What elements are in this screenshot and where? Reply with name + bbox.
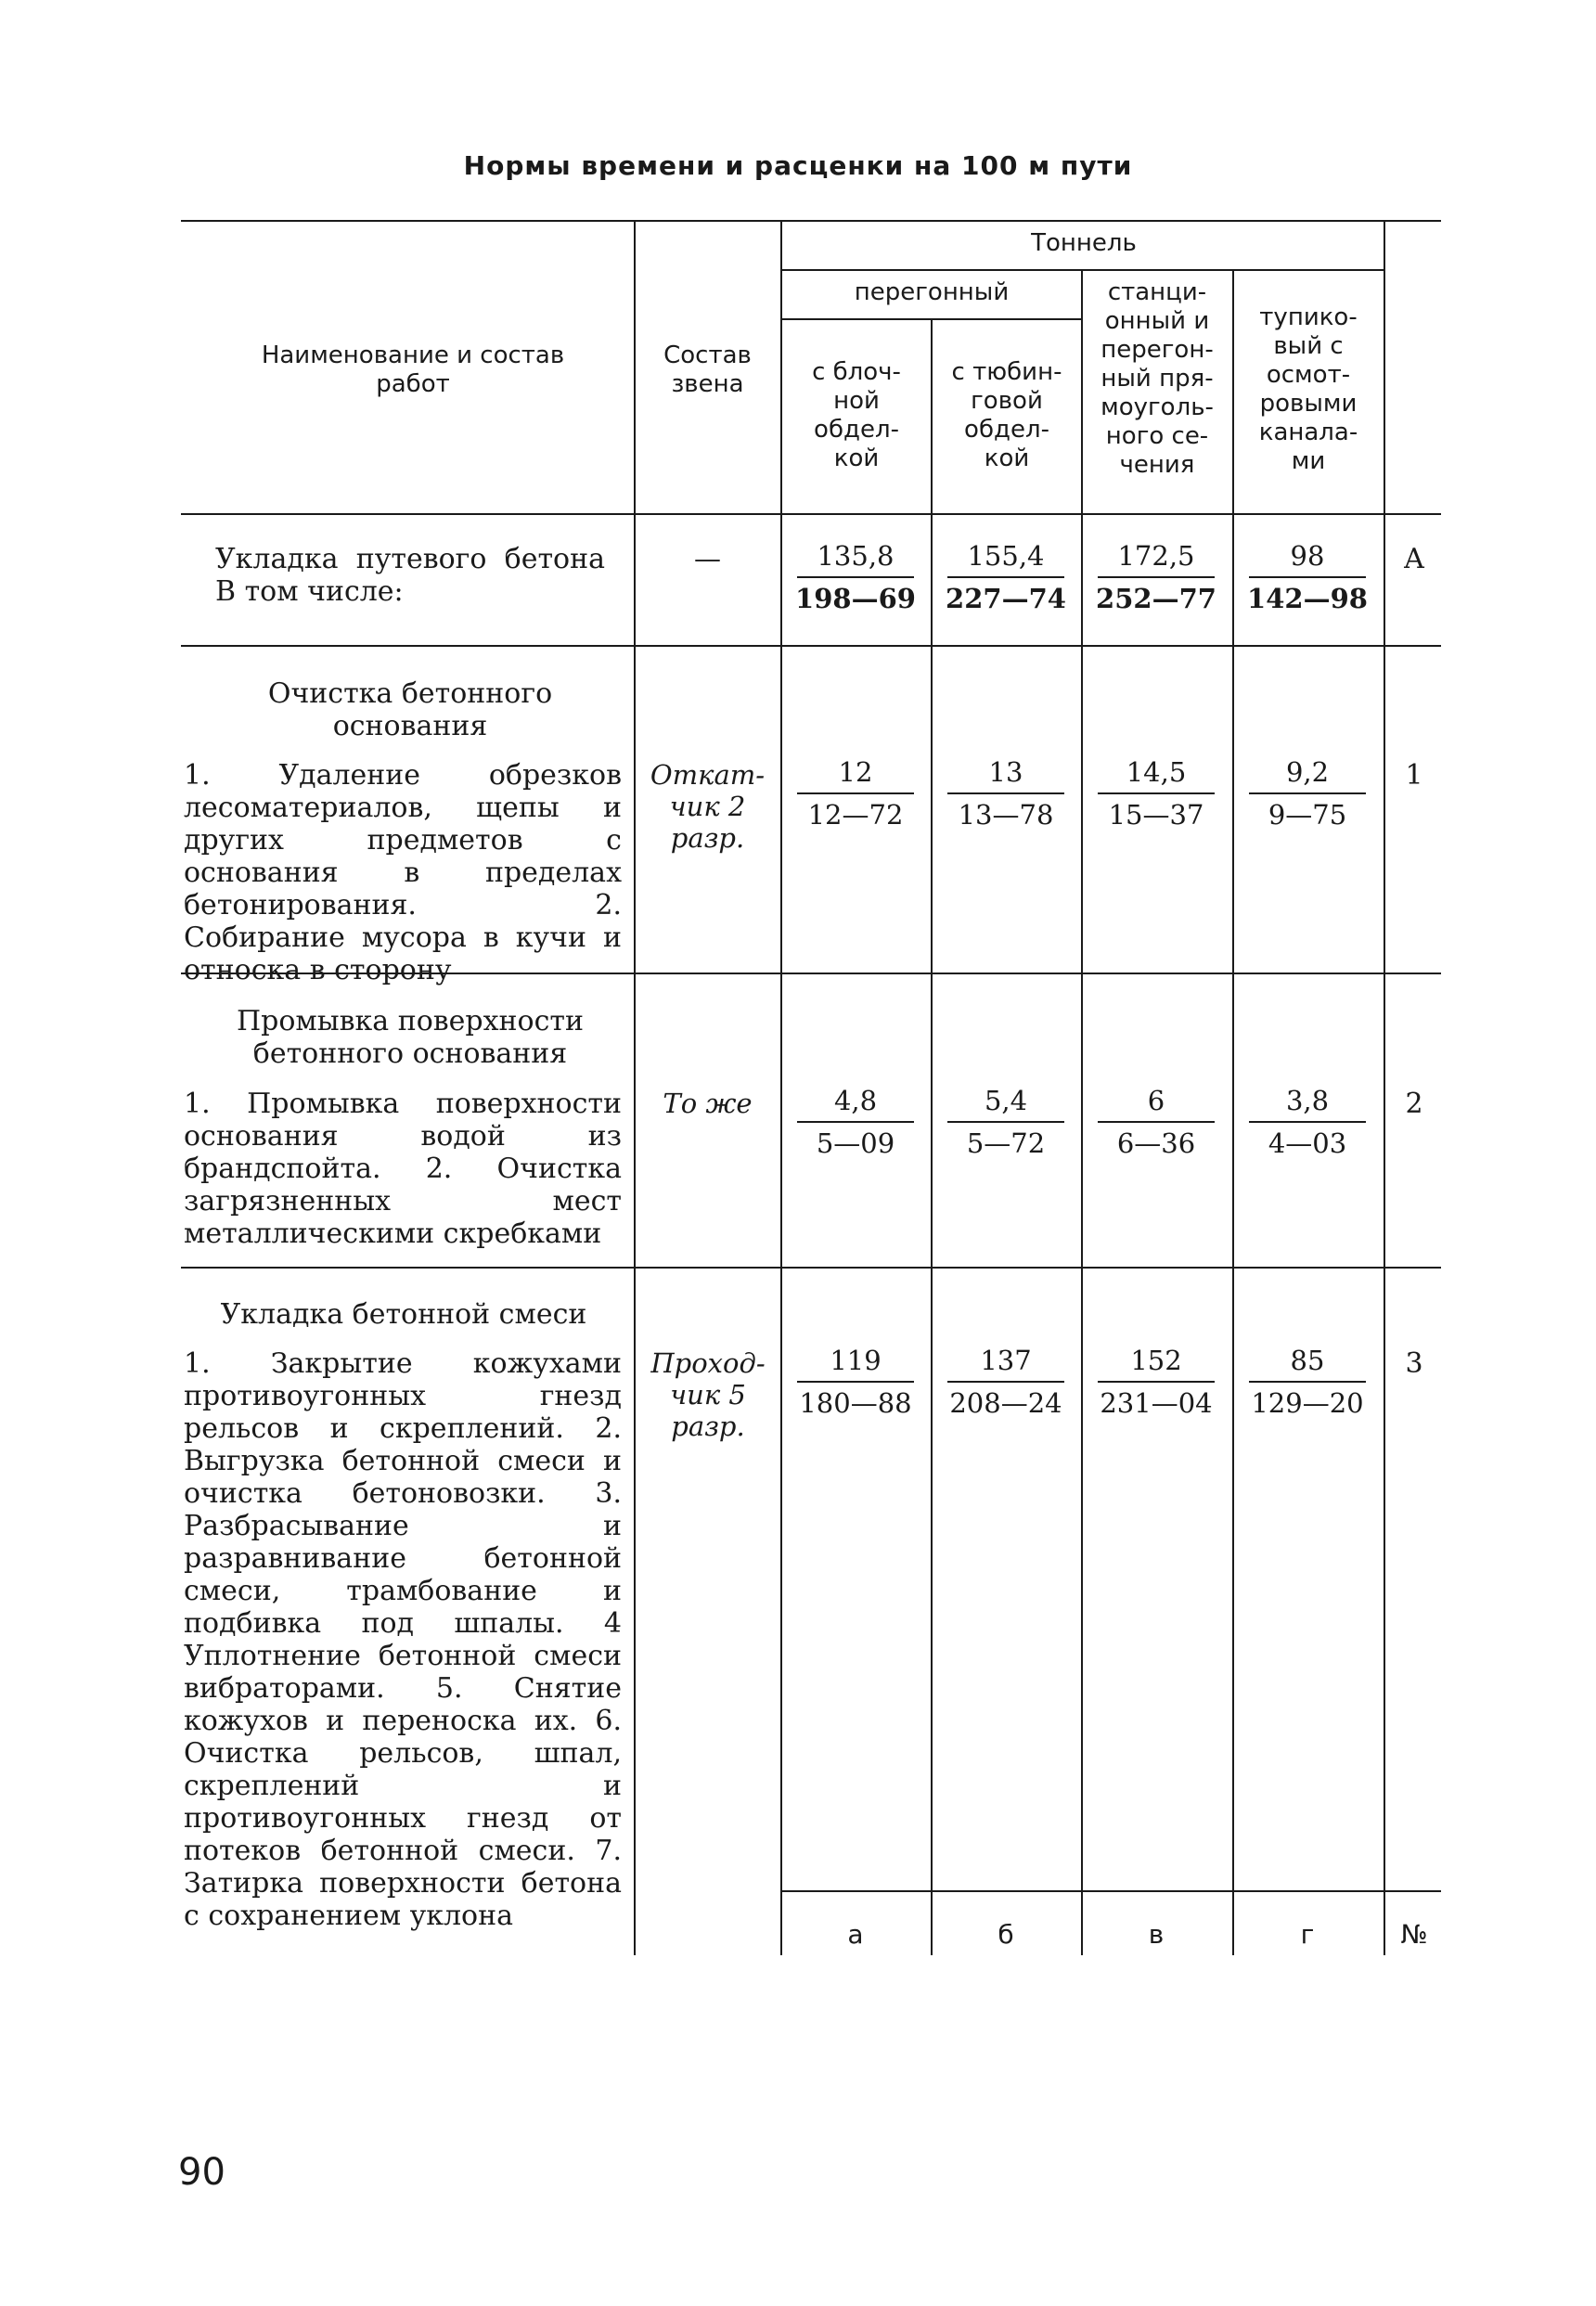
row-1-heading: Очистка бетонного основания [267, 677, 553, 742]
row-a-col-v: 172,5 252—77 [1096, 540, 1216, 614]
row-3-col-a: 119 180—88 [786, 1345, 925, 1419]
row-3-col-b: 137 208—24 [936, 1345, 1075, 1419]
row-1-crew: Откат-чик 2 разр. [650, 759, 766, 854]
page-title: Нормы времени и расценки на 100 м пути [463, 150, 1133, 181]
col-g-rule [1232, 269, 1234, 1955]
footer-col-g: г [1300, 1919, 1315, 1950]
footer-col-a: а [847, 1919, 864, 1950]
col-v-rule [1081, 269, 1083, 1955]
row-3-col-g: 85 129—20 [1238, 1345, 1377, 1419]
row-a-crew: — [694, 543, 721, 574]
row-rule-2 [181, 1267, 1441, 1269]
footer-num: № [1400, 1919, 1428, 1950]
header-crew: Состав звена [663, 341, 752, 398]
row-1-col-g: 9,2 9—75 [1238, 756, 1377, 831]
header-bottom-rule [181, 513, 1441, 515]
tunnel-rule [782, 269, 1385, 271]
row-a-text: Укладка путевого бетона В том числе: [215, 543, 605, 608]
header-col-b: с тюбин-говой обдел-кой [951, 358, 1062, 472]
row-1-col-a: 12 12—72 [786, 756, 925, 831]
footer-rule [782, 1890, 1441, 1892]
row-3-number: 3 [1405, 1347, 1423, 1380]
row-3-crew: Проход-чик 5 разр. [650, 1347, 766, 1442]
row-a-number: А [1403, 543, 1425, 575]
footer-col-b: б [998, 1919, 1014, 1950]
header-col-v: станци-онный и перегон-ный пря-моуголь-ного се-чения [1100, 278, 1214, 479]
row-3-text: 1. Закрытие кожухами противоугонных гнезд рельсов и скреплений. 2. Выгрузка бетонной смеси и очистка бетоновозки. 3. Разбрасывание и разравнивание бетонной смеси, трамбование и подбивка под шпалы. 4 Уплотнение бетонной смеси вибраторами. 5. Снятие кожухов и переноска их. 6. Очистка рельсов, шпал, скреплений и противоугонных гнезд от потеков бетонной смеси. 7. Затирка поверхности бетона с сохранением уклона [184, 1347, 622, 1932]
crew-col-rule [634, 220, 636, 1955]
row-rule-a [181, 645, 1441, 647]
row-1-col-b: 13 13—78 [936, 756, 1075, 831]
row-2-col-g: 3,8 4—03 [1238, 1085, 1377, 1159]
row-2-heading: Промывка поверхности бетонного основания [237, 1005, 584, 1070]
header-name: Наименование и состав работ [261, 341, 565, 398]
col-a-rule [780, 220, 782, 1955]
row-2-col-v: 6 6—36 [1087, 1085, 1226, 1159]
row-2-col-a: 4,8 5—09 [786, 1085, 925, 1159]
footer-col-v: в [1148, 1919, 1165, 1950]
row-2-number: 2 [1405, 1088, 1423, 1120]
row-1-text: 1. Удаление обрезков лесоматериалов, щепы и других предметов с основания в пределах бетонирования. 2. Собирание мусора в кучи и относка в сторону [184, 759, 622, 986]
header-col-a: с блоч-ной обдел-кой [812, 358, 901, 472]
num-col-rule [1384, 220, 1385, 1955]
row-a-col-a: 135,8 198—69 [795, 540, 916, 614]
row-2-col-b: 5,4 5—72 [936, 1085, 1075, 1159]
col-b-rule [931, 318, 933, 1955]
row-2-text: 1. Промывка поверхности основания водой из брандспойта. 2. Очистка загрязненных мест металлическими скребками [184, 1088, 622, 1250]
page-number: 90 [178, 2151, 225, 2194]
row-1-col-v: 14,5 15—37 [1087, 756, 1226, 831]
row-a-col-b: 155,4 227—74 [946, 540, 1066, 614]
row-3-col-v: 152 231—04 [1087, 1345, 1226, 1419]
header-col-g: тупико-вый с осмот-ровыми канала-ми [1258, 303, 1358, 475]
table-top-rule [181, 220, 1441, 222]
header-tunnel: Тоннель [1031, 229, 1137, 257]
row-3-heading: Укладка бетонной смеси [220, 1298, 587, 1331]
row-2-crew: То же [663, 1088, 753, 1119]
row-1-number: 1 [1405, 759, 1423, 792]
row-a-col-g: 98 142—98 [1247, 540, 1368, 614]
header-peregon: перегонный [854, 278, 1010, 306]
